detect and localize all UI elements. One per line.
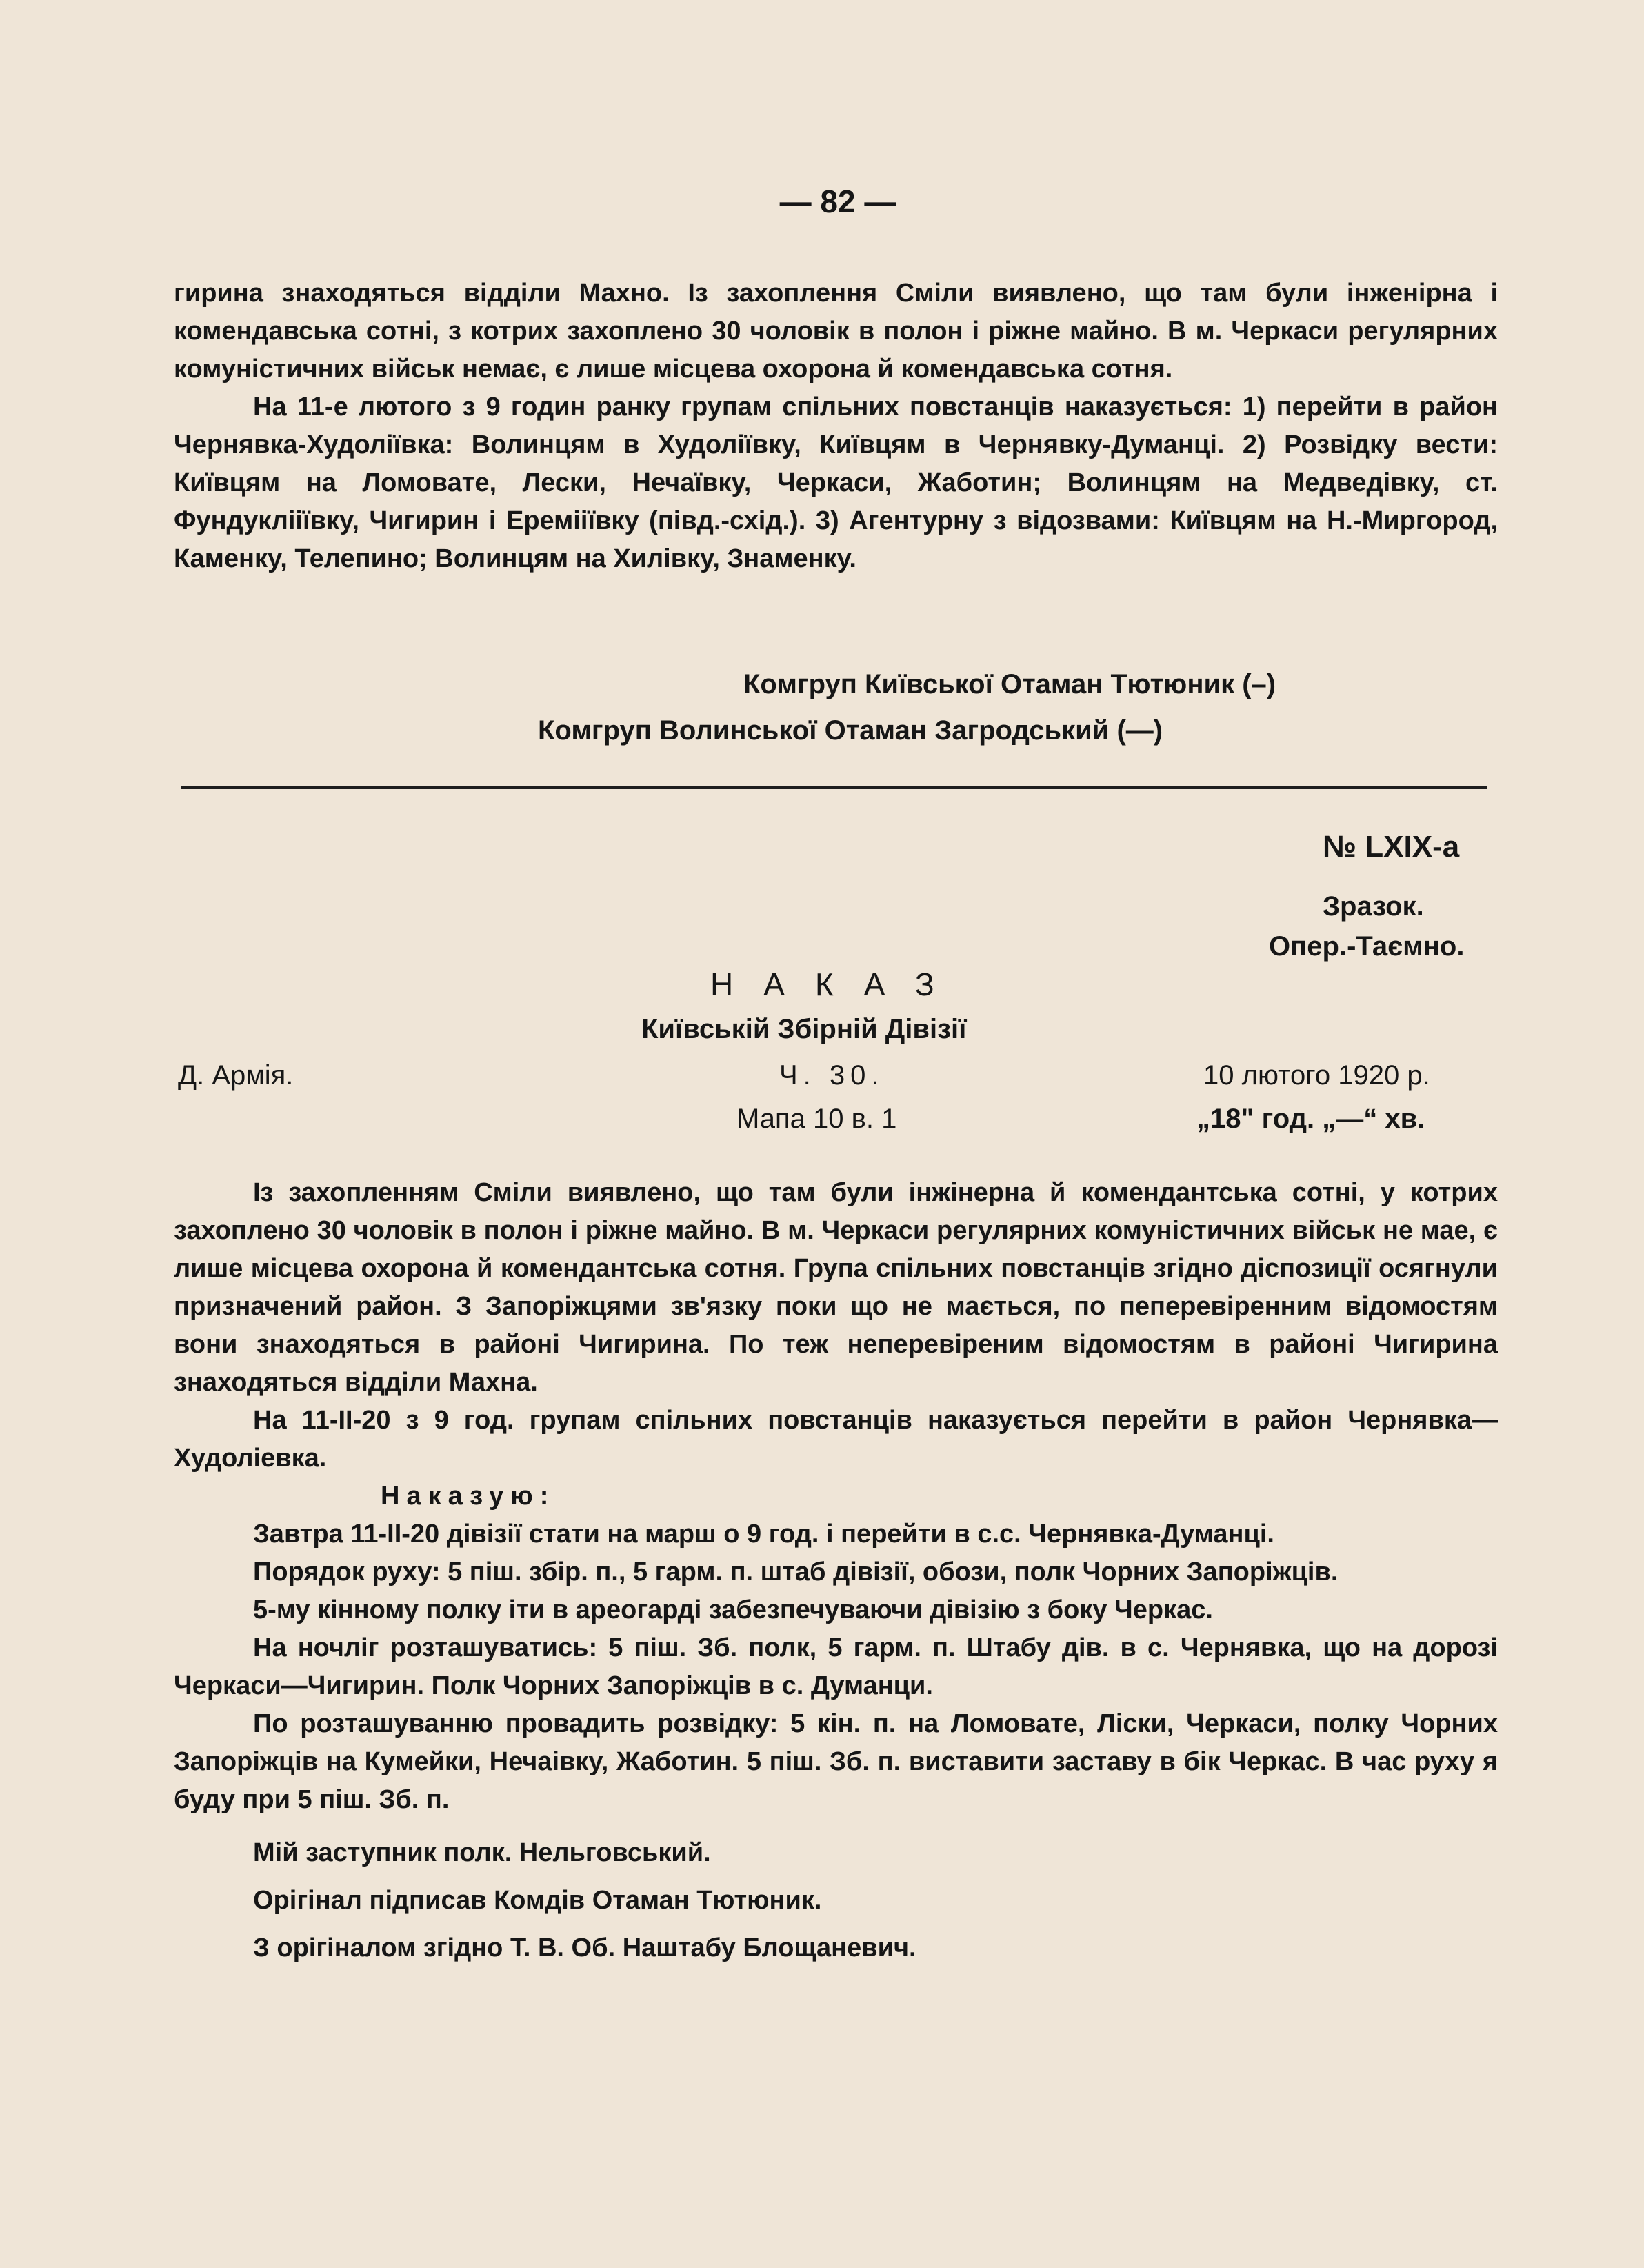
army-label: Д. Армія. <box>178 1060 294 1091</box>
paragraph: На 11-ІІ-20 з 9 год. групам спільних повстанців наказується перейти в район Чернявка—Худоліевка. <box>174 1406 1498 1473</box>
order-number: Ч. 30. <box>779 1060 885 1091</box>
paragraph: гирина знаходяться відділи Махно. Із захоплення Сміли виявлено, що там були інженірна і комендавська сотні, з котрих захоплено 30 чоловік в полон і ріжне майно. В м. Черкаси регулярних комуністичних військ немає, є лише місцева охорона й комендавська сотня. <box>174 279 1498 384</box>
order-word: Наказую: <box>381 1482 556 1511</box>
order-item: Завтра 11-ІІ-20 дівізії стати на марш о 9 год. і перейти в с.с. Чернявка-Думанці. <box>253 1520 1274 1549</box>
copy-label: Зразок. <box>1323 891 1424 922</box>
top-text-block <box>174 275 1498 578</box>
order-item: По розташуванню провадить розвідку: 5 кін. п. на Ломовате, Ліски, Черкаси, полку Чорних Запоріжців на Кумейки, Нечаівку, Жаботин. 5 піш. Зб. п. виставити заставу в бік Черкас. В час руху я буду при 5 піш. Зб. п. <box>174 1709 1498 1814</box>
section-divider <box>181 786 1487 789</box>
order-item: На ночліг розташуватись: 5 піш. Зб. полк, 5 гарм. п. Штабу дів. в с. Чернявка, що на дорозі Черкаси—Чигирин. Полк Чорних Запоріжців в с. Думанци. <box>174 1633 1498 1700</box>
order-item: 5-му кінному полку іти в ареогарді забезпечуваючи дівізію з боку Черкас. <box>253 1595 1213 1624</box>
document-number: № LXIX-а <box>1323 830 1460 864</box>
map-reference: Мапа 10 в. 1 <box>736 1104 897 1134</box>
order-body <box>174 1174 1498 1967</box>
deputy-line: Мій заступник полк. Нельговський. <box>253 1838 711 1867</box>
conformity-line: З орігіналом згідно Т. В. Об. Наштабу Блощаневич. <box>253 1933 916 1962</box>
signature-volyn-group: Комгруп Волинської Отаман Загродський (—) <box>538 715 1163 746</box>
division-name: Київській Збірній Дівізії <box>641 1014 967 1044</box>
order-item: Порядок руху: 5 піш. збір. п., 5 гарм. п. штаб дівізії, обози, полк Чорних Запоріжців. <box>253 1558 1339 1586</box>
order-title: НАКАЗ <box>710 966 965 1002</box>
paragraph: На 11-е лютого з 9 годин ранку групам спільних повстанців наказується: 1) перейти в район Чернявка-Худоліївка: Волинцям в Худоліївку, Київцям в Чернявку-Думанці. 2) Розвідку вести: Київцям на Ломовате, Лески, Нечаївку, Черкаси, Жаботин; Волинцям на Медведівку, ст. Фундуклііївку, Чигирин і Еремііївку (півд.-схід.). 3) Агентурну з відозвами: Київцям на Н.-Миргород, Каменку, Телепино; Волинцям на Хилівку, Знаменку. <box>174 392 1498 573</box>
paragraph: Із захопленням Сміли виявлено, що там були інжінерна й комендантська сотні, у котрих захоплено 30 чоловік в полон і ріжне майно. В м. Черкаси регулярних комуністичних військ не мае, є лише місцева охорона й комендантська сотня. Група спільних повстанців згідно діспозиції осягнули призначений район. З Запоріжцями зв'язку поки що не мається, по пеперевіренним відомостям вони знаходяться в районі Чигирина. По теж неперевіреним відомостям в районі Чигирина знаходяться відділи Махна. <box>174 1178 1498 1397</box>
order-date: 10 лютого 1920 р. <box>1203 1060 1430 1091</box>
secrecy-label: Опер.-Таємно. <box>1269 931 1465 962</box>
signature-kyiv-group: Комгруп Київської Отаман Тютюник (–) <box>743 669 1276 699</box>
order-time: „18" год. „—“ хв. <box>1196 1104 1425 1134</box>
page-number: — 82 — <box>779 183 896 219</box>
original-signed-line: Орігінал підписав Комдів Отаман Тютюник. <box>253 1886 822 1915</box>
